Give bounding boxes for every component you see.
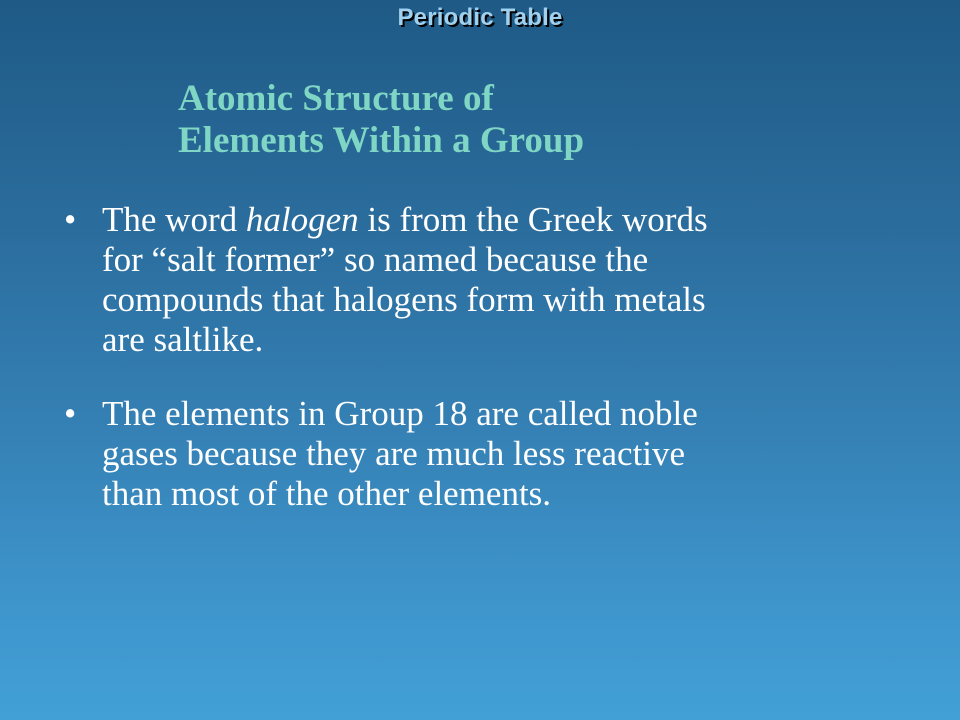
emphasis-halogen: halogen (245, 200, 359, 239)
bullet-line: compounds that halogens form with metals (102, 280, 706, 319)
bullet-text: is from the Greek words (358, 200, 708, 239)
title-line-2: Elements Within a Group (178, 120, 585, 161)
bullet-line (102, 200, 860, 240)
bullet-item-noble-gases (60, 394, 860, 514)
bullet-text: The word (102, 200, 246, 239)
bullet-marker: • (64, 394, 77, 433)
bullet-list (60, 200, 860, 548)
slide-title (178, 78, 878, 162)
bullet-line: are saltlike. (102, 320, 264, 359)
bullet-line: gases because they are much less reactive (102, 434, 686, 473)
bullet-line: The elements in Group 18 are called noble (102, 394, 698, 433)
title-line-1: Atomic Structure of (178, 78, 494, 119)
header-label: Periodic Table (397, 4, 563, 31)
bullet-line: for “salt former” so named because the (102, 240, 649, 279)
bullet-item-halogen (60, 200, 860, 360)
bullet-marker: • (64, 200, 77, 239)
bullet-line: than most of the other elements. (102, 474, 552, 513)
